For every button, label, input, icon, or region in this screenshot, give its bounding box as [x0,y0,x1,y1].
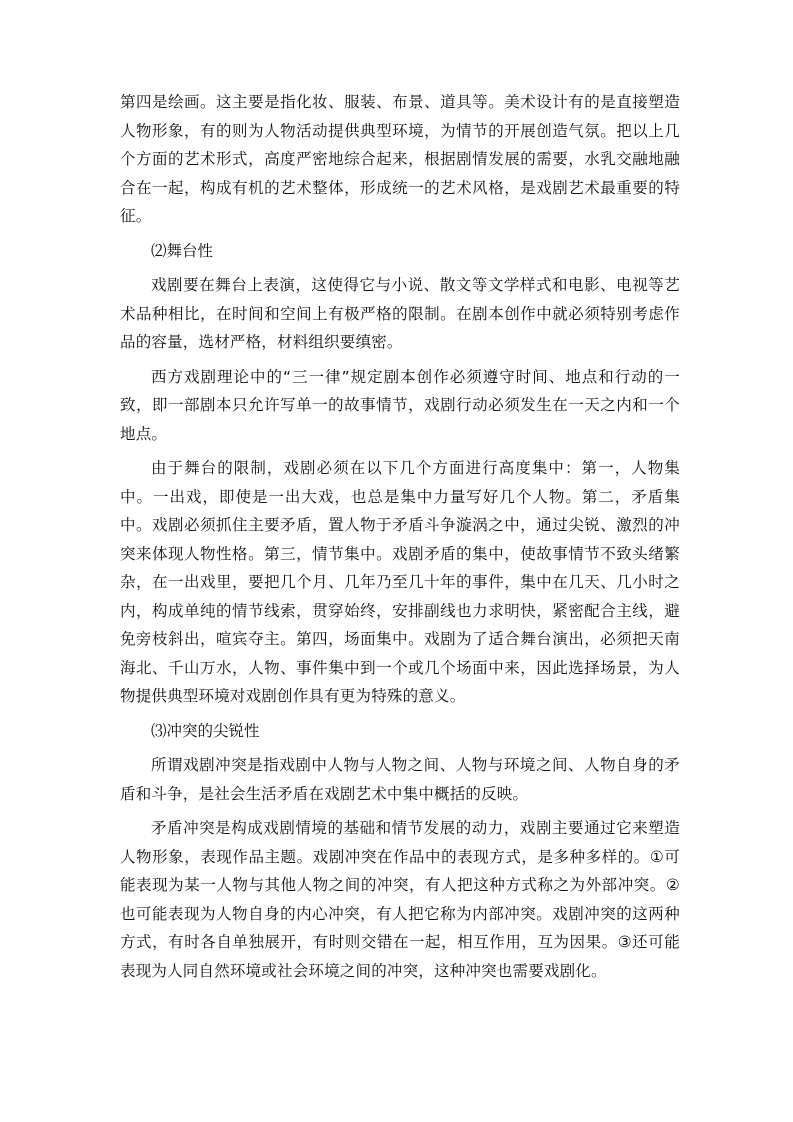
paragraph-conflict-definition: 所谓戏剧冲突是指戏剧中人物与人物之间、人物与环境之间、人物自身的矛盾和斗争，是社会生活矛盾在戏剧艺术中集中概括的反映。 [120,756,680,803]
document-page [120,88,680,991]
section-heading-conflict: ⑶冲突的尖锐性 [151,721,260,740]
paragraph-stage-limits: 戏剧要在舞台上表演，这使得它与小说、散文等文学样式和电影、电视等艺术品种相比，在时间和空间上有极严格的限制。在剧本创作中就必须特别考虑作品的容量，选材严格，材料组织要缜密。 [120,276,680,351]
paragraph-painting: 第四是绘画。这主要是指化妆、服装、布景、道具等。美术设计有的是直接塑造人物形象，有的则为人物活动提供典型环境，为情节的开展创造气氛。把以上几个方面的艺术形式，高度严密地综合起来，根据剧情发展的需要，水乳交融地融合在一起，构成有机的艺术整体，形成统一的艺术风格，是戏剧艺术最重要的特征。 [120,93,680,225]
paragraph-conflict-forms: 矛盾冲突是构成戏剧情境的基础和情节发展的动力，戏剧主要通过它来塑造人物形象，表现作品主题。戏剧冲突在作品中的表现方式，是多种多样的。①可能表现为某一人物与其他人物之间的冲突，有人把这种方式称之为外部冲突。②也可能表现为人物自身的内心冲突，有人把它称为内部冲突。戏剧冲突的这两种方式，有时各自单独展开，有时则交错在一起，相互作用，互为因果。③还可能表现为人同自然环境或社会环境之间的冲突，这种冲突也需要戏剧化。 [120,819,680,980]
section-heading-stage: ⑵舞台性 [151,241,214,260]
paragraph-three-unities: 西方戏剧理论中的“三一律”规定剧本创作必须遵守时间、地点和行动的一致，即一部剧本只允许写单一的故事情节，戏剧行动必须发生在一天之内和一个地点。 [120,367,680,443]
paragraph-concentration: 由于舞台的限制，戏剧必须在以下几个方面进行高度集中：第一，人物集中。一出戏，即使是一出大戏，也总是集中力量写好几个人物。第二，矛盾集中。戏剧必须抓住主要矛盾，置人物于矛盾斗争漩涡之中，通过尖锐、激烈的冲突来体现人物性格。第三，情节集中。戏剧矛盾的集中，使故事情节不致头绪繁杂，在一出戏里，要把几个月、几年乃至几十年的事件，集中在几天、几小时之内，构成单纯的情节线索，贯穿始终，安排副线也力求明快，紧密配合主线，避免旁枝斜出，喧宾夺主。第四，场面集中。戏剧为了适合舞台演出，必须把天南海北、千山万水，人物、事件集中到一个或几个场面中来，因此选择场景，为人物提供典型环境对戏剧创作具有更为特殊的意义。 [120,459,680,705]
